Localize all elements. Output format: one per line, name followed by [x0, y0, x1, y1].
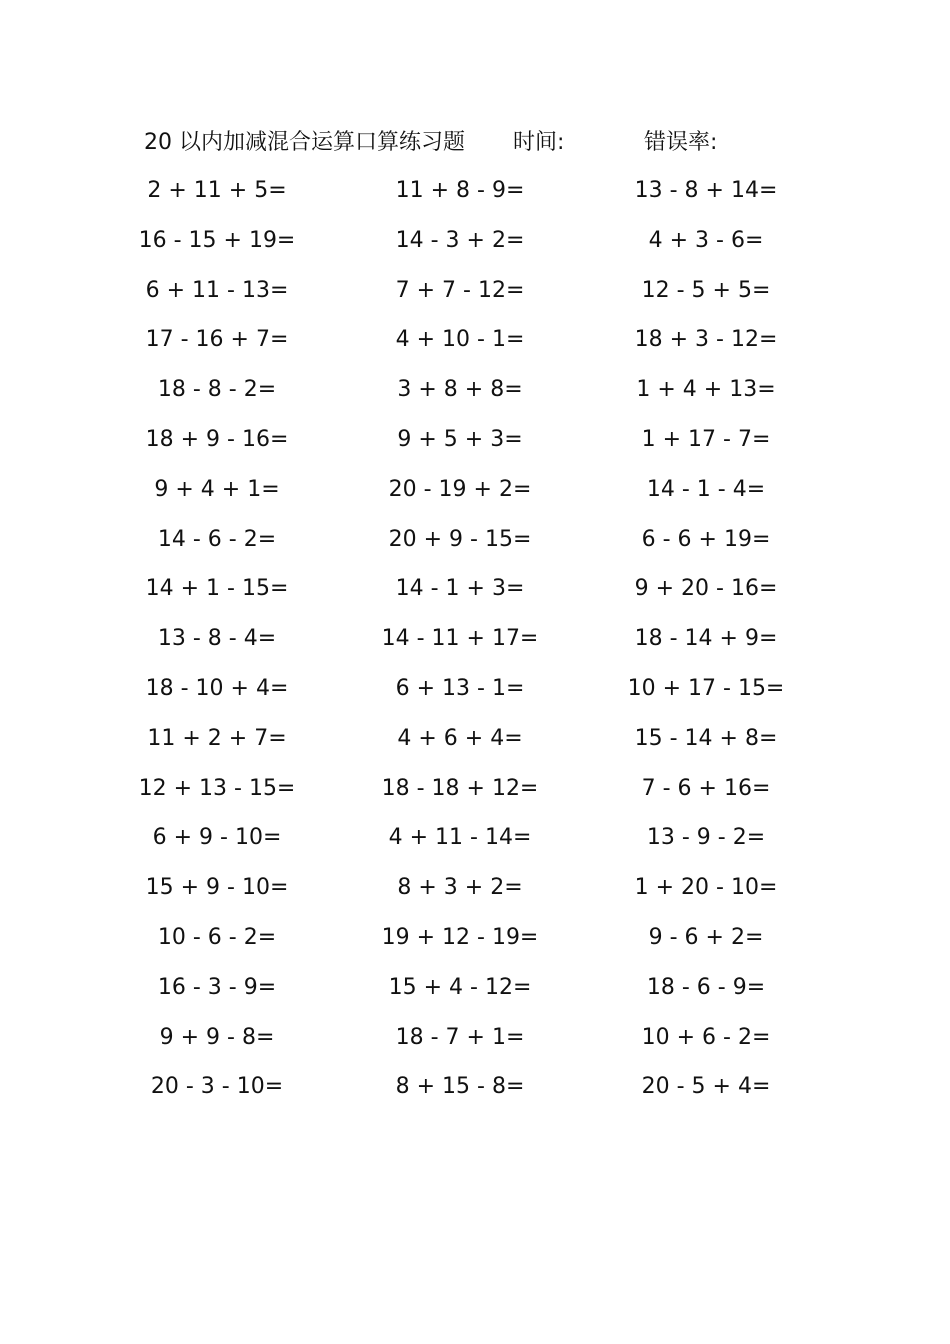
problem-row: [0, 673, 950, 705]
problem-row: [0, 374, 950, 406]
math-problem: 18 - 6 - 9=: [646, 974, 766, 1000]
math-problem: 7 + 7 - 12=: [395, 277, 525, 303]
math-problem: 20 + 9 - 15=: [388, 526, 532, 552]
math-problem: 13 - 8 - 4=: [157, 626, 277, 652]
math-problem: 4 + 6 + 4=: [397, 725, 523, 751]
math-problem: 8 + 15 - 8=: [395, 1074, 525, 1100]
math-problem: 11 + 2 + 7=: [147, 725, 287, 751]
math-problem: 18 - 14 + 9=: [634, 626, 778, 652]
math-problem: 18 - 10 + 4=: [145, 676, 289, 701]
math-problem: 6 - 6 + 19=: [641, 526, 771, 552]
math-problem: 14 - 3 + 2=: [395, 227, 525, 253]
math-problem: 12 - 5 + 5=: [641, 277, 771, 303]
math-problem: 4 + 11 - 14=: [388, 825, 532, 851]
math-problem: 20 - 19 + 2=: [388, 476, 532, 502]
problem-row: [0, 474, 950, 506]
math-problem: 9 + 5 + 3=: [397, 427, 523, 452]
math-problem: 15 + 9 - 10=: [145, 875, 289, 901]
problem-row: [0, 623, 950, 655]
math-problem: 18 - 7 + 1=: [395, 1024, 525, 1050]
math-problem: 6 + 13 - 1=: [395, 676, 525, 701]
math-problem: 15 + 4 - 12=: [388, 974, 532, 1000]
math-problem: 9 + 4 + 1=: [154, 476, 280, 502]
math-problem: 3 + 8 + 8=: [397, 377, 523, 403]
math-problem: 13 - 8 + 14=: [634, 178, 778, 203]
math-problem: 10 + 17 - 15=: [627, 676, 785, 701]
problem-row: [0, 424, 950, 456]
worksheet-header: [0, 127, 950, 159]
math-problem: 16 - 15 + 19=: [138, 227, 296, 253]
problem-row: [0, 822, 950, 854]
math-problem: 7 - 6 + 16=: [641, 775, 771, 801]
math-problem: 9 + 20 - 16=: [634, 576, 778, 602]
math-problem: 20 - 5 + 4=: [641, 1074, 771, 1100]
math-problem: 1 + 4 + 13=: [636, 377, 776, 403]
problem-row: [0, 324, 950, 356]
math-problem: 16 - 3 - 9=: [157, 974, 277, 1000]
problem-row: [0, 175, 950, 207]
problem-row: [0, 1022, 950, 1054]
math-problem: 14 + 1 - 15=: [145, 576, 289, 602]
math-problem: 1 + 20 - 10=: [634, 875, 778, 901]
math-problem: 18 - 18 + 12=: [381, 775, 539, 801]
problem-row: [0, 723, 950, 755]
math-problem: 9 + 9 - 8=: [159, 1024, 275, 1050]
math-problem: 18 + 9 - 16=: [145, 427, 289, 452]
math-problem: 11 + 8 - 9=: [395, 178, 525, 203]
math-problem: 14 - 1 - 4=: [646, 476, 766, 502]
math-problem: 20 - 3 - 10=: [150, 1074, 284, 1100]
math-problem: 17 - 16 + 7=: [145, 327, 289, 353]
math-problem: 10 + 6 - 2=: [641, 1024, 771, 1050]
math-problem: 6 + 11 - 13=: [145, 277, 289, 303]
math-problem: 8 + 3 + 2=: [397, 875, 523, 901]
math-problem: 12 + 13 - 15=: [138, 775, 296, 801]
problem-row: [0, 573, 950, 605]
math-problem: 1 + 17 - 7=: [641, 427, 771, 452]
math-problem: 18 + 3 - 12=: [634, 327, 778, 353]
problem-row: [0, 524, 950, 556]
error-rate-label: 错误率:: [644, 130, 718, 155]
math-problem: 9 - 6 + 2=: [648, 925, 764, 950]
problem-row: [0, 225, 950, 257]
worksheet-title: 20 以内加减混合运算口算练习题: [144, 130, 465, 155]
math-problem: 10 - 6 - 2=: [157, 925, 277, 950]
problem-row: [0, 773, 950, 805]
math-problem: 18 - 8 - 2=: [157, 377, 277, 403]
problem-row: [0, 275, 950, 307]
math-problem: 4 + 10 - 1=: [395, 327, 525, 353]
problem-row: [0, 1071, 950, 1103]
math-problem: 14 - 1 + 3=: [395, 576, 525, 602]
problem-row: [0, 872, 950, 904]
math-problem: 2 + 11 + 5=: [147, 178, 287, 203]
math-problem: 6 + 9 - 10=: [152, 825, 282, 851]
math-problem: 14 - 11 + 17=: [381, 626, 539, 652]
problem-row: [0, 922, 950, 954]
math-problem: 13 - 9 - 2=: [646, 825, 766, 851]
time-label: 时间:: [513, 130, 565, 155]
math-problem: 19 + 12 - 19=: [381, 925, 539, 950]
math-problem: 14 - 6 - 2=: [157, 526, 277, 552]
math-problem: 4 + 3 - 6=: [648, 227, 764, 253]
math-problem: 15 - 14 + 8=: [634, 725, 778, 751]
problem-row: [0, 972, 950, 1004]
